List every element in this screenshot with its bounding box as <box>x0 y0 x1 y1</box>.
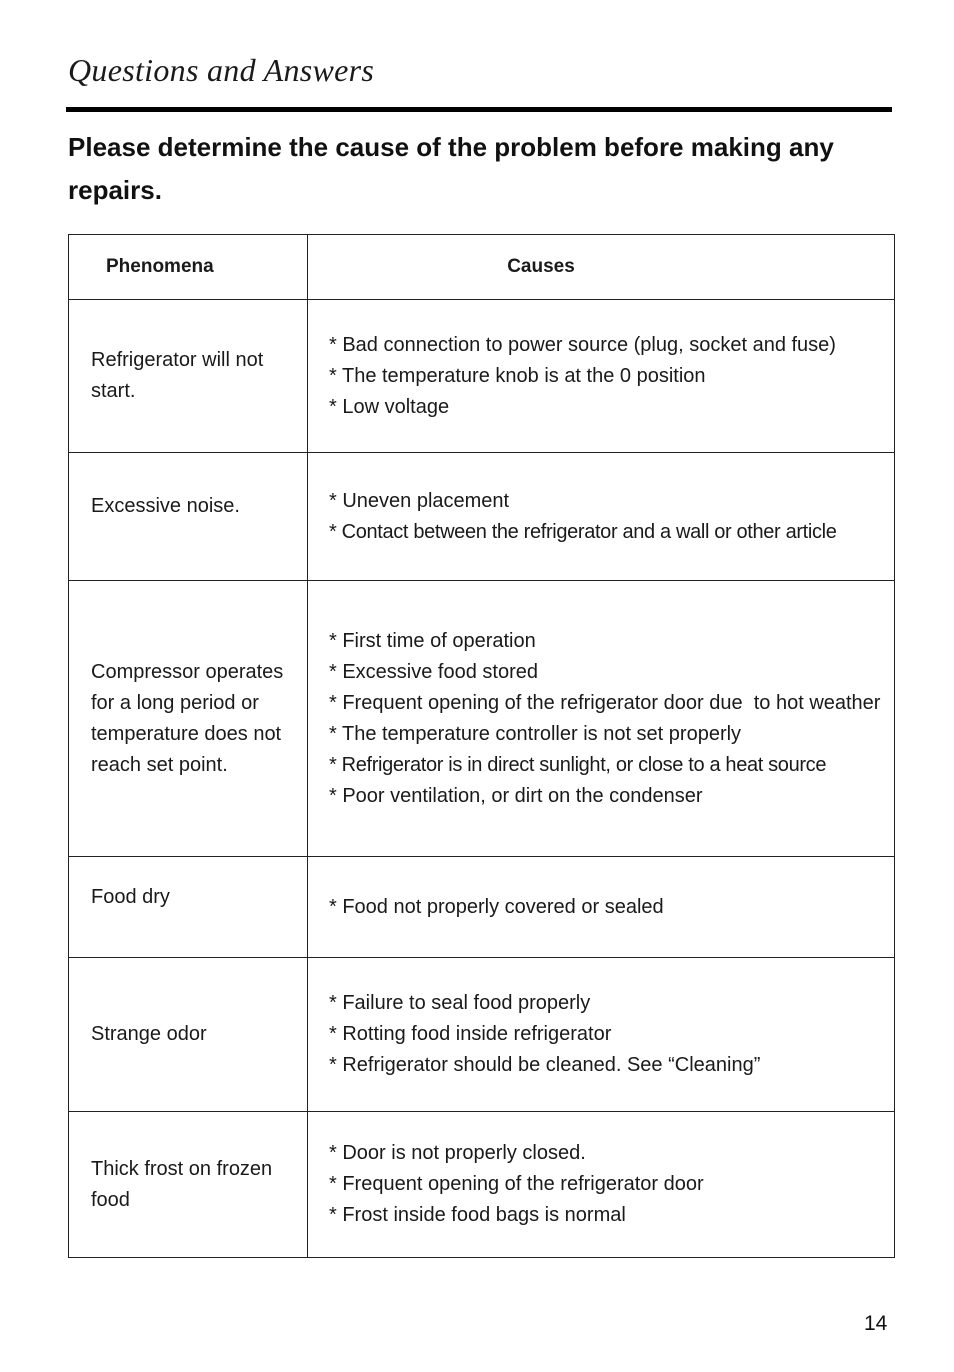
cause-item: * Uneven placement <box>329 489 510 512</box>
cause-item: * Failure to seal food properly <box>329 992 591 1014</box>
cause-item: * Excessive food stored <box>329 660 538 683</box>
table-row <box>69 1112 895 1258</box>
cause-item: * Frost inside food bags is normal <box>329 1204 626 1226</box>
phenomenon-text: Excessive noise. <box>91 495 240 517</box>
table-row <box>69 857 895 958</box>
cause-item: * Bad connection to power source (plug, socket and fuse) <box>329 333 836 356</box>
causes-cell <box>308 453 895 581</box>
cause-item: * Contact between the refrigerator and a wall or other article <box>329 520 837 543</box>
table-header-row <box>69 235 895 300</box>
cause-item: * First time of operation <box>329 629 536 652</box>
column-header-phenomena: Phenomena <box>69 235 308 300</box>
causes-cell <box>308 581 895 857</box>
column-header-causes: Causes <box>308 235 895 300</box>
phenomenon-cell: Strange odor <box>69 958 308 1112</box>
causes-list <box>329 330 882 423</box>
cause-item: * Door is not properly closed. <box>329 1142 586 1164</box>
page-number: 14 <box>864 1312 888 1335</box>
phenomenon-text: Food dry <box>91 885 170 908</box>
phenomenon-cell <box>69 857 308 958</box>
causes-list <box>329 626 882 812</box>
cause-item: * Frequent opening of the refrigerator door due to hot weather <box>329 691 881 714</box>
cause-item: * The temperature knob is at the 0 position <box>329 364 706 387</box>
table-row <box>69 453 895 581</box>
table-row <box>69 581 895 857</box>
phenomenon-cell <box>69 453 308 581</box>
phenomenon-cell: Compressor operates for a long period or temperature does not reach set point. <box>69 581 308 857</box>
causes-cell <box>308 1112 895 1258</box>
cause-item: * Low voltage <box>329 395 450 418</box>
cause-item: * Refrigerator is in direct sunlight, or close to a heat source <box>329 753 827 776</box>
phenomenon-cell: Refrigerator will not start. <box>69 300 308 453</box>
causes-list <box>329 1138 882 1231</box>
troubleshooting-table <box>68 234 895 1258</box>
causes-list <box>329 892 882 923</box>
cause-item: * Refrigerator should be cleaned. See “Cleaning” <box>329 1054 761 1076</box>
phenomenon-cell: Thick frost on frozen food <box>69 1112 308 1258</box>
causes-cell <box>308 857 895 958</box>
section-title: Questions and Answers <box>68 52 375 88</box>
cause-item: * Frequent opening of the refrigerator door <box>329 1173 704 1195</box>
cause-item: * The temperature controller is not set properly <box>329 722 742 745</box>
header-divider <box>66 107 892 112</box>
table-row <box>69 300 895 453</box>
cause-item: * Poor ventilation, or dirt on the condenser <box>329 784 703 807</box>
intro-heading: Please determine the cause of the problem before making any repairs. <box>68 132 834 205</box>
cause-item: * Rotting food inside refrigerator <box>329 1023 612 1045</box>
causes-cell <box>308 300 895 453</box>
table-row <box>69 958 895 1112</box>
causes-cell <box>308 958 895 1112</box>
causes-list <box>329 988 882 1081</box>
causes-list <box>329 486 882 548</box>
cause-item: * Food not properly covered or sealed <box>329 895 664 918</box>
